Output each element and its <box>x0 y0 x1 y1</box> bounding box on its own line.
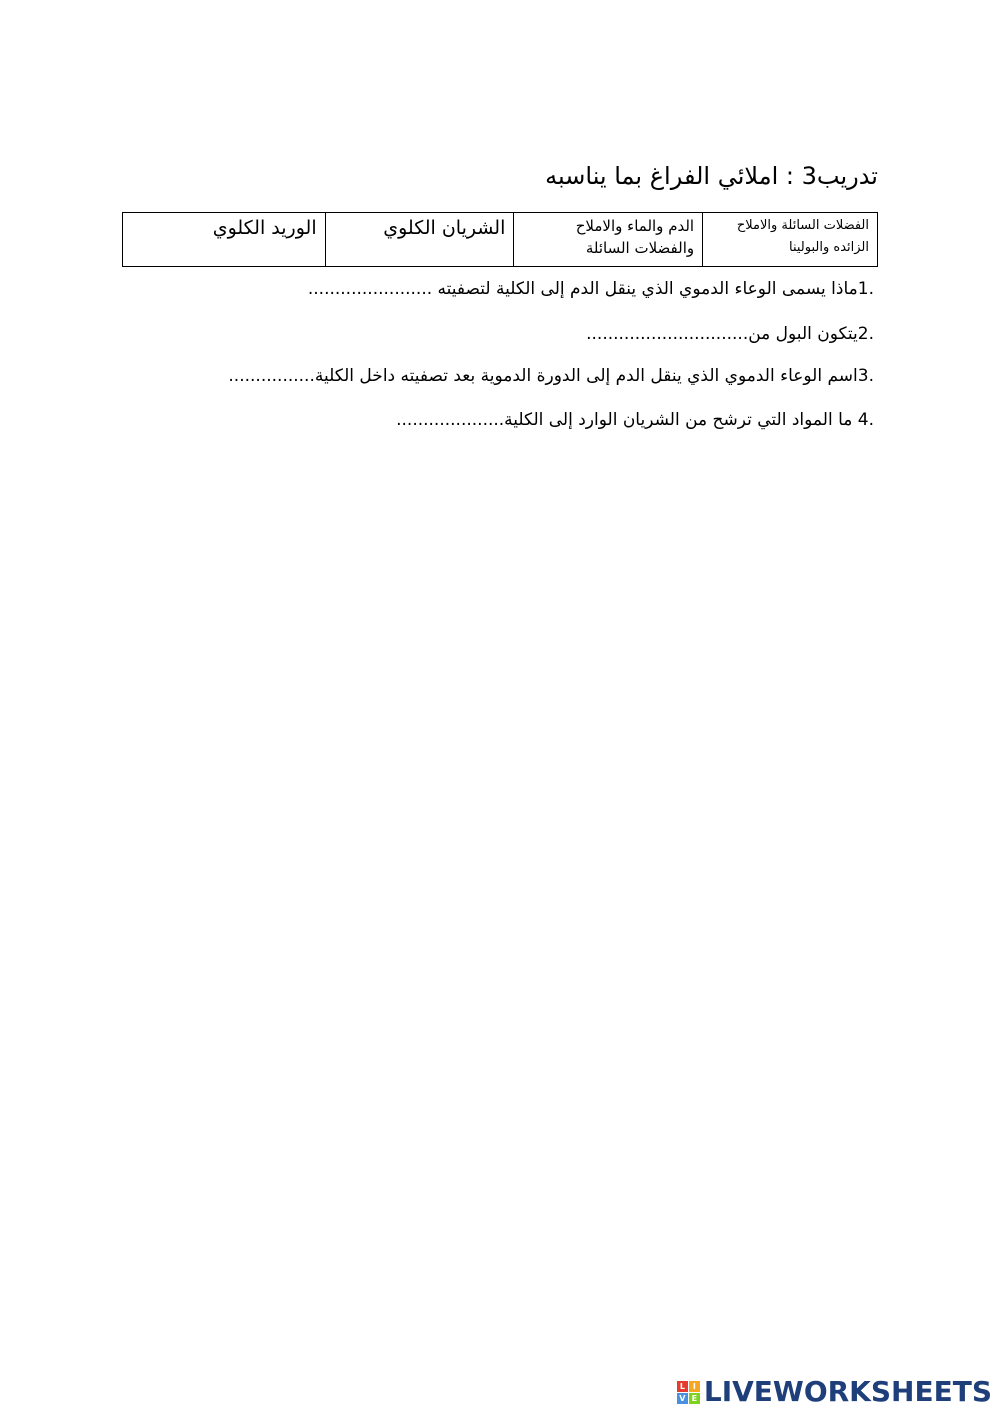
logo-letter: E <box>689 1393 700 1404</box>
logo-letter: L <box>677 1381 688 1392</box>
liveworksheets-brand <box>677 1377 992 1407</box>
question-3: .3اسم الوعاء الدموي الذي ينقل الدم إلى الدورة الدموية بعد تصفيته داخل الكلية................ <box>228 366 874 386</box>
word-bank-cell-line: الوريد الكلوي <box>212 217 317 239</box>
word-bank-cell-line: الدم والماء والاملاح <box>575 217 695 235</box>
word-bank-cell-line: والفضلات السائلة <box>585 239 695 257</box>
word-bank-cell <box>325 213 514 267</box>
word-bank-cell-line: الزائده والبولينا <box>789 240 869 255</box>
word-bank-cell <box>123 213 326 267</box>
word-bank-table <box>122 212 878 267</box>
liveworksheets-wordmark: LIVEWORKSHEETS <box>703 1375 992 1408</box>
logo-letter: V <box>677 1393 688 1404</box>
question-2: .2يتكون البول من.............................. <box>586 324 874 344</box>
word-bank-row <box>123 213 878 267</box>
liveworksheets-logo-icon <box>677 1381 700 1404</box>
word-bank-cell-line: الشريان الكلوي <box>383 217 506 239</box>
word-bank-cell <box>514 213 703 267</box>
word-bank-cell <box>703 213 878 267</box>
question-1: .1ماذا يسمى الوعاء الدموي الذي ينقل الدم إلى الكلية لتصفيته ....................... <box>307 279 874 299</box>
question-4: .4 ما المواد التي ترشح من الشريان الوارد إلى الكلية.................... <box>396 410 874 430</box>
page-title: تدريب3 : املائي الفراغ بما يناسبه <box>545 162 878 190</box>
logo-letter: I <box>689 1381 700 1392</box>
word-bank-cell-line: الفضلات السائلة والاملاح <box>736 218 869 233</box>
